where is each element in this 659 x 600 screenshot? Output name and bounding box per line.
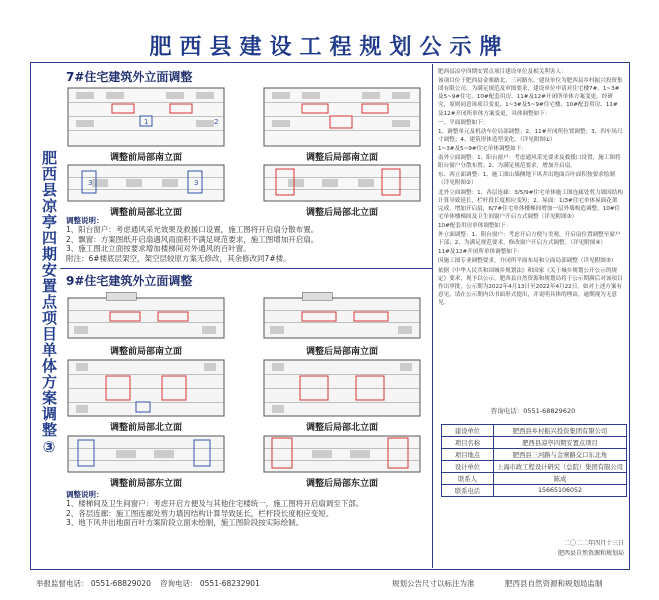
right-text-9: 外立面调整：1、阳台窗户：考虑开启方便与美观，开启扇位置调整至窗户下部；2、为满足规范要求，修改窗户开启方式调整。（详见附图④） [438,232,621,247]
right-text-4: 1~3#及5~9#住宅单体调整如下： [438,145,527,152]
section7-note-3: 3、施工图北立面按要求增加楼梯间对外通风的百叶窗。 [66,244,251,254]
section9-note-2: 2、各层连廊：施工图连廊处剪力墙因结构计算导致延长，栏杆段长度相应变短。 [66,508,334,518]
side-title: 肥西县凉亭四期安置点项目单体方案调整③ [40,150,58,457]
marker-label: 3 [194,179,199,187]
right-text-2: 一、平面调整如下： [438,119,489,126]
info-value: 上海市政工程设计研究（总院）集团有限公司 [494,461,627,473]
section9-south-before-drawing [66,290,226,340]
footer-report-phone: 举报监督电话： 0551-68829020 [36,579,151,588]
section7-south-after-drawing [262,86,422,148]
footer-consult-phone: 咨询电话： 0551-68232901 [160,579,260,588]
info-value: 15665106052 [494,485,627,497]
section9-south-after-drawing [262,290,422,340]
info-value: 肥西县凉亭四期安置点项目 [494,437,627,449]
marker-label: 3 [88,179,93,187]
marker-label: 1 [144,118,149,126]
section7-caption-2: 调整后局部南立面 [305,153,378,163]
right-text-10: 11#及12#开闭所单体调整如下： [438,249,524,256]
section9-caption-4: 调整后局部北立面 [305,423,378,433]
table-row [442,485,627,497]
section7-caption-3: 调整前局部北立面 [109,208,182,218]
project-info-table [441,424,627,497]
section-divider [60,268,432,269]
section9-notes-head: 调整说明： [66,490,104,499]
section7-caption-4: 调整后局部北立面 [305,208,378,218]
footer-disclaimer: 规划公告尺寸以标注为准 [392,579,475,588]
right-text-0: 肥西县凉亭四期安置点项目建设单位及相关利害人： [438,69,567,75]
footer-maker: 肥西县自然资源和规划局监制 [505,579,603,588]
right-text-7: 北外立面调整：1、各层连廊：3/5/9#住宅单体施工图连廊处剪力墙因结构计算导致延长，栏杆段长度相应变短；2、屋面：1/3#住宅单体屋面花架完成，增加开启扇，6/7#住宅单体楼梯间增加一层外墙构造调整，10#住宅单体楼梯间及卫生间窗户开启方式调整（详见附图③） [438,189,623,220]
marker-label: 2 [214,118,219,126]
table-row [442,437,627,449]
section9-caption-6: 调整后局部东立面 [305,479,378,489]
section7-note-4: 附注：6#楼底层架空，架空层较原方案无修改，其余修改同7#楼。 [66,253,291,263]
section7-caption-1: 调整前局部南立面 [109,153,182,163]
section7-notes [66,216,428,263]
table-row [442,473,627,485]
info-value: 肥西县三河路与金寨路交口东北角 [494,449,627,461]
publish-date: 二〇二二年四月十三日 [563,540,624,547]
info-key: 设计单位 [442,461,494,473]
page-title: 肥西县建设工程规划公示牌 [149,35,510,60]
section9-notes [66,490,428,528]
right-text-6: 东、西立面调整：1、施工图山墙侧地下风井出地面百叶面积按要求绘制（详见附图②） [438,172,615,187]
section9-east-after-drawing [262,434,422,474]
info-key: 项目名称 [442,437,494,449]
section9-title: 9#住宅建筑外立面调整 [66,274,193,288]
table-row [442,425,627,437]
section9-caption-5: 调整前局部东立面 [109,479,182,489]
info-key: 建设单位 [442,425,494,437]
section7-north-after-drawing [262,163,422,203]
contact-phone-right: 咨询电话：0551-68829620 [490,407,576,415]
table-row [442,461,627,473]
info-value: 陈成 [494,473,627,485]
section9-note-3: 3、地下风井出地面百叶方案阶段立面未绘制，施工图阶段按实际绘制。 [66,518,304,528]
issuer: 肥西县自然资源和规划局 [557,550,624,557]
section7-south-before-drawing [66,86,226,148]
table-row [442,449,627,461]
info-value: 肥西县乡村振兴投资集团有限公司 [494,425,627,437]
right-text-5: 南外立面调整：1、阳台窗户：考虑通风采光要求及救援口设置，施工图将阳台窗户分散布置；2、为满足规范要求，增加开启扇。 [438,155,621,170]
section9-north-after-drawing [262,358,422,418]
section9-north-before-drawing [66,358,226,418]
section9-east-before-drawing [66,434,226,474]
section7-title: 7#住宅建筑外立面调整 [66,70,193,84]
section7-note-1: 1、阳台窗户：考虑通风采光效果及救援口设置，施工图将开启扇分散布置。 [66,225,319,235]
right-text-8: 10#配套用房单体调整如下： [438,222,512,229]
right-text-12: 依据《中华人民共和国城乡规划法》和国家《关于城乡规划公开公示的规定》要求，现予以公示，肥西县自然资源和规划局将于公示期满后对该项目作出审批，公示期为2022年4月13日至2022年4月22日。如对上述方案有意见，请在公示期内以书面形式提出，并说明具体的理由，逾期视为无意见。 [438,267,623,306]
info-key: 项目地点 [442,449,494,461]
section9-note-1: 1、楼梯间及卫生间窗户：考虑开启方便及与其他住宅楼统一，施工图将开启扇调至下部。 [66,499,364,509]
right-text-11: 因施工图专业调整要求，开闭所平面布局和立面局部调整（详见附图⑤） [438,258,617,265]
section9-caption-3: 调整前局部北立面 [109,423,182,433]
right-text-1: 该项目位于肥西县金寨路北、三河路东。建设单位为肥西县乡村振兴投资集团有限公司，为满足规范及审图要求，建设单位申请对住宅楼7#、1~3#及5~9#住宅、10#配套用房、11#及12#开闭所单体方案变更。经研究，原则同意该项目变更，1~3#及5~9#住宅楼，10#配套用房、11#及12#开闭所单体方案变更，具体调整如下： [438,78,623,117]
section7-north-before-drawing [66,163,226,203]
info-key: 联系电话 [442,485,494,497]
section7-notes-head: 调整说明： [66,216,104,225]
section9-caption-1: 调整前局部南立面 [109,347,182,357]
section9-caption-2: 调整后局部南立面 [305,347,378,357]
section7-note-2: 2、飘窗：方案图纸开启扇遇风雨面积不满足规范要求，施工图增加开启扇。 [66,234,319,244]
info-key: 联系人 [442,473,494,485]
right-text-3: 1、调整单元及机动车位局部调整；2、11#开闭所位置调整；3、四车场尺寸调整；4、建筑形体造型变化。（详见附图①） [438,128,623,143]
